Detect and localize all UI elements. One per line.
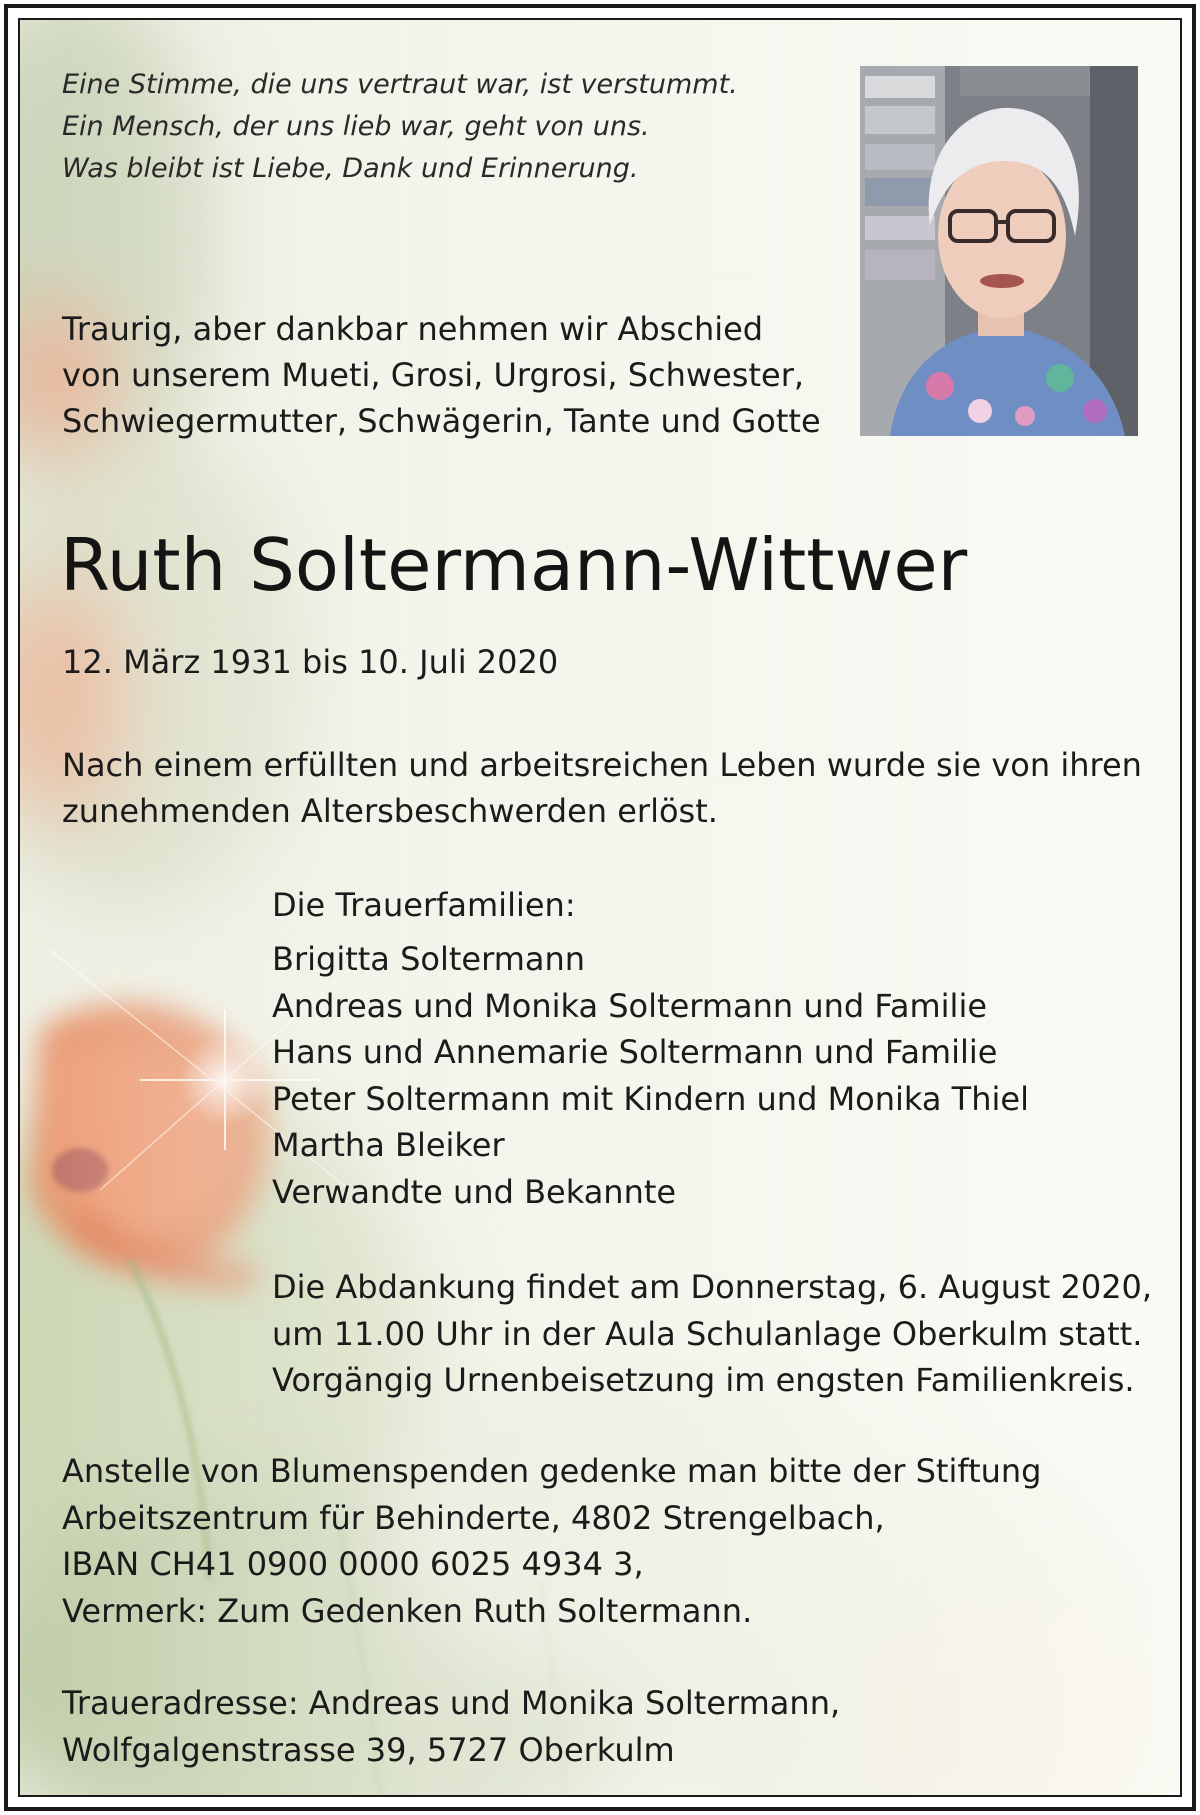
donation-line: IBAN CH41 0900 0000 6025 4934 3, <box>62 1545 644 1583</box>
life-dates: 12. März 1931 bis 10. Juli 2020 <box>62 643 559 681</box>
family-entry: Peter Soltermann mit Kindern und Monika Thiel <box>272 1079 1029 1118</box>
motto-line: Ein Mensch, der uns lieb war, geht von uns. <box>62 111 650 142</box>
intro-line: von unserem Mueti, Grosi, Urgrosi, Schwester, <box>62 356 805 394</box>
address-line: Traueradresse: Andreas und Monika Soltermann, <box>62 1684 841 1722</box>
donation-line: Vermerk: Zum Gedenken Ruth Soltermann. <box>62 1591 753 1630</box>
intro-line: Schwiegermutter, Schwägerin, Tante und Gotte <box>62 402 821 440</box>
deceased-name: Ruth Soltermann-Wittwer <box>60 523 968 607</box>
donation-line: Arbeitszentrum für Behinderte, 4802 Strengelbach, <box>62 1498 885 1537</box>
ceremony-line: Vorgängig Urnenbeisetzung im engsten Familienkreis. <box>272 1361 1135 1399</box>
ceremony-line: um 11.00 Uhr in der Aula Schulanlage Oberkulm statt. <box>272 1314 1143 1353</box>
family-entry: Brigitta Soltermann <box>272 940 586 978</box>
tribute-text <box>62 742 1142 834</box>
obituary-card <box>18 18 1182 1797</box>
ceremony-line: Die Abdankung findet am Donnerstag, 6. August 2020, <box>272 1268 1153 1306</box>
family-entry: Andreas und Monika Soltermann und Familie <box>272 986 988 1025</box>
tribute-line: Nach einem erfüllten und arbeitsreichen Leben wurde sie von ihren <box>62 746 1142 784</box>
family-entry: Martha Bleiker <box>272 1126 505 1164</box>
ceremony-details <box>272 1264 1152 1404</box>
mourning-address <box>62 1680 840 1773</box>
motto-line: Was bleibt ist Liebe, Dank und Erinnerung. <box>62 153 639 184</box>
intro-line: Traurig, aber dankbar nehmen wir Abschied <box>62 310 764 348</box>
families-list <box>272 936 1029 1215</box>
motto-verse <box>62 64 738 190</box>
donation-notice <box>62 1448 1041 1634</box>
family-entry: Verwandte und Bekannte <box>272 1172 677 1211</box>
tribute-line: zunehmenden Altersbeschwerden erlöst. <box>62 792 718 830</box>
farewell-intro <box>62 306 821 444</box>
motto-line: Eine Stimme, die uns vertraut war, ist verstummt. <box>62 69 738 100</box>
donation-line: Anstelle von Blumenspenden gedenke man bitte der Stiftung <box>62 1452 1042 1490</box>
address-line: Wolfgalgenstrasse 39, 5727 Oberkulm <box>62 1730 675 1769</box>
family-entry: Hans und Annemarie Soltermann und Familie <box>272 1033 998 1071</box>
families-heading: Die Trauerfamilien: <box>272 886 576 924</box>
